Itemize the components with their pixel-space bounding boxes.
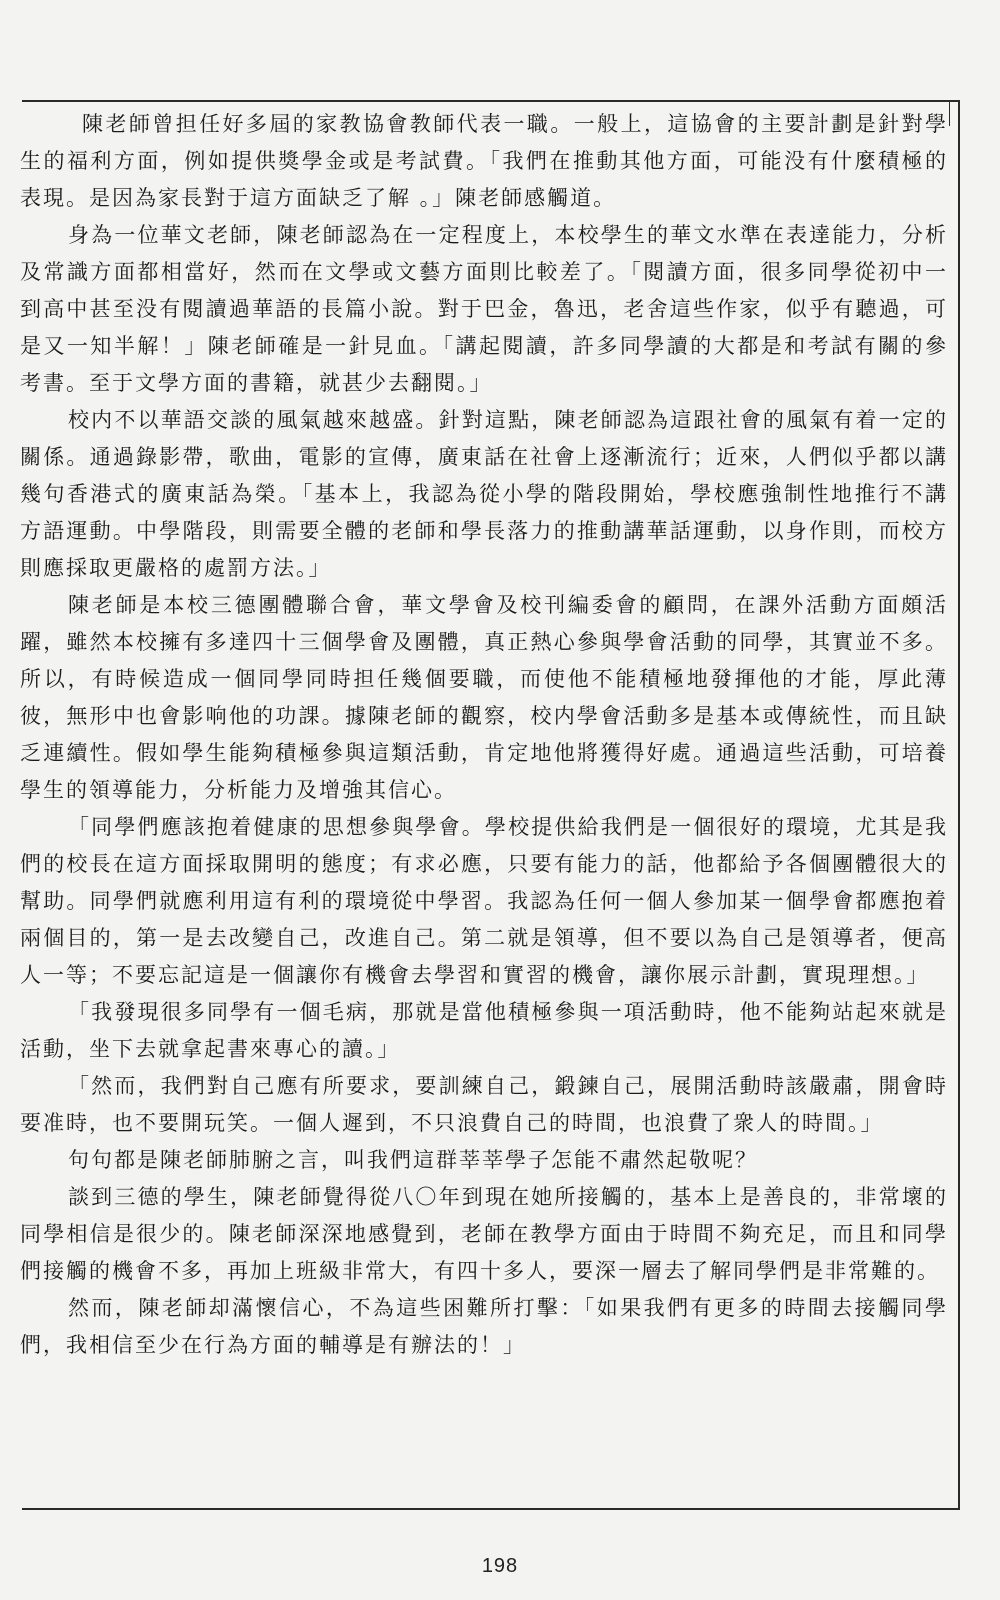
paragraph-2: 身為一位華文老師，陳老師認為在一定程度上，本校學生的華文水準在表達能力，分析及常識方面都相當好，然而在文學或文藝方面則比較差了。「閱讀方面，很多同學從初中一到高中甚至没有閱讀過華語的長篇小說。對于巴金，魯迅，老舍這些作家，似乎有聽過，可是又一知半解！」陳老師確是一針見血。「講起閱讀，許多同學讀的大都是和考試有關的參考書。至于文學方面的書籍，就甚少去翻閱。」 — [20, 223, 948, 395]
paragraph-8: 句句都是陳老師肺腑之言，叫我們這群莘莘學子怎能不肅然起敬呢？ — [68, 1148, 758, 1172]
paragraph-7: 「然而，我們對自己應有所要求，要訓練自己，鍛鍊自己，展開活動時該嚴肅，開會時要准時，也不要開玩笑。一個人遲到，不只浪費自己的時間，也浪費了衆人的時間。」 — [20, 1074, 948, 1135]
paragraph-6: 「我發現很多同學有一個毛病，那就是當他積極參與一項活動時，他不能夠站起來就是活動，坐下去就拿起書來專心的讀。」 — [20, 1000, 948, 1061]
paragraph-1: 陳老師曾担任好多屆的家教協會教師代表一職。一般上，這協會的主要計劃是針對學生的福利方面，例如提供獎學金或是考試費。「我們在推動其他方面，可能没有什麼積極的表現。是因為家長對于這方面缺乏了解 。」陳老師感觸道。 — [20, 112, 948, 210]
paragraph-4: 陳老師是本校三德團體聯合會，華文學會及校刊編委會的顧問，在課外活動方面頗活躍，雖然本校擁有多達四十三個學會及團體，真正熱心參與學會活動的同學，其實並不多。所以，有時候造成一個同學同時担任幾個要職，而使他不能積極地發揮他的才能，厚此薄彼，無形中也會影响他的功課。據陳老師的觀察，校内學會活動多是基本或傳統性，而且缺乏連續性。假如學生能夠積極參與這類活動，肯定地他將獲得好處。通過這些活動，可培養學生的領導能力，分析能力及增強其信心。 — [20, 593, 948, 802]
paragraph-10: 然而，陳老師却滿懷信心，不為這些困難所打擊：「如果我們有更多的時間去接觸同學們，我相信至少在行為方面的輔導是有辦法的！」 — [20, 1296, 948, 1357]
paragraph-5: 「同學們應該抱着健康的思想參與學會。學校提供給我們是一個很好的環境，尤其是我們的校長在這方面採取開明的態度；有求必應，只要有能力的話，他都給予各個團體很大的幫助。同學們就應利用這有利的環境從中學習。我認為任何一個人參加某一個學會都應抱着兩個目的，第一是去改變自己，改進自己。第二就是領導，但不要以為自己是領導者，便高人一等；不要忘記這是一個讓你有機會去學習和實習的機會，讓你展示計劃，實現理想。」 — [20, 815, 948, 987]
page-number: 198 — [481, 1555, 519, 1577]
paragraph-3: 校内不以華語交談的風氣越來越盛。針對這點，陳老師認為這跟社會的風氣有着一定的關係。通過錄影帶，歌曲，電影的宣傳，廣東話在社會上逐漸流行；近來，人們似乎都以講幾句香港式的廣東話為榮。「基本上，我認為從小學的階段開始，學校應強制性地推行不講方語運動。中學階段，則需要全體的老師和學長落力的推動講華話運動，以身作則，而校方則應採取更嚴格的處罰方法。」 — [20, 408, 948, 580]
paragraph-9: 談到三德的學生，陳老師覺得從八〇年到現在她所接觸的，基本上是善良的，非常壞的同學相信是很少的。陳老師深深地感覺到，老師在教學方面由于時間不夠充足，而且和同學們接觸的機會不多，再加上班級非常大，有四十多人，要深一層去了解同學們是非常難的。 — [20, 1185, 948, 1283]
article-body — [14, 100, 954, 1364]
